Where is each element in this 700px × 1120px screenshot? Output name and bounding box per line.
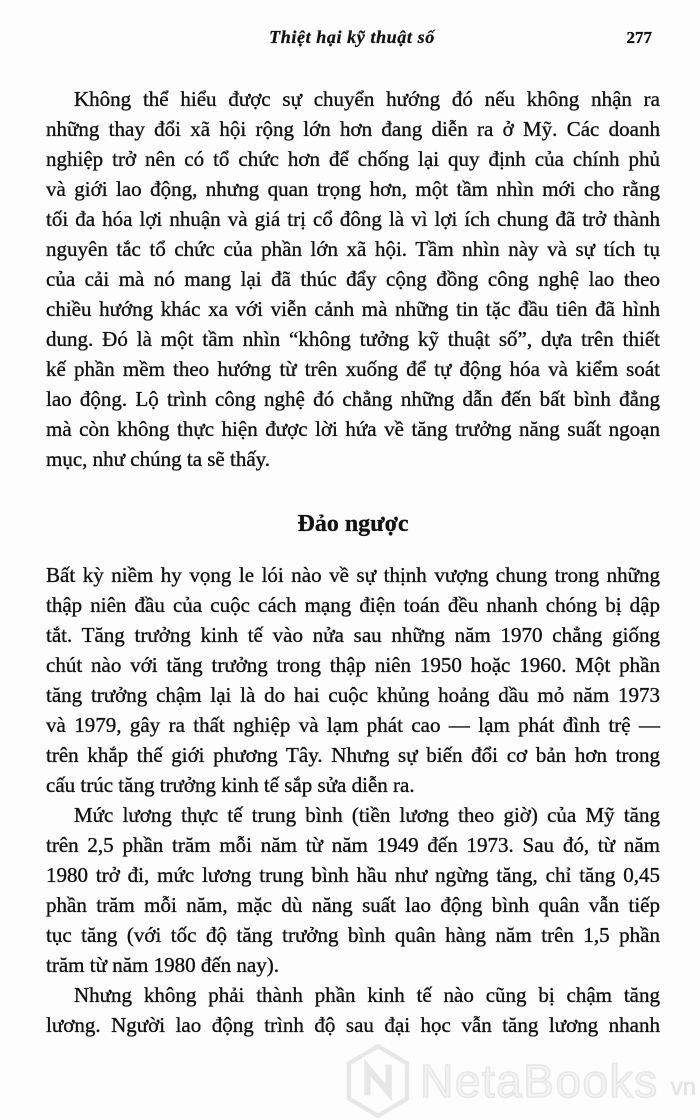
body-line: trên 2,5 phần trăm mỗi năm từ năm 1949 đến 1973. Sau đó, từ năm: [46, 833, 660, 857]
running-title: Thiệt hại kỹ thuật số: [269, 27, 435, 47]
netabooks-watermark: [346, 1044, 696, 1118]
body-line: kế phần mềm theo hướng từ trên xuống để tự động hóa và kiểm soát: [46, 357, 660, 381]
body-line: trên khắp thế giới phương Tây. Nhưng sự biến đổi cơ bản hơn trong: [46, 743, 660, 767]
body-line: của cải mà nó mang lại đã thúc đẩy cộng đồng công nghệ lao theo: [46, 267, 660, 291]
body-line: dung. Đó là một tầm nhìn “không tưởng kỹ thuật số”, dựa trên thiết: [46, 327, 660, 351]
body-line: Không thể hiểu được sự chuyển hướng đó nếu không nhận ra: [74, 87, 660, 111]
body-line: lao động. Lộ trình công nghệ đó chẳng những dẫn đến bất bình đẳng: [46, 387, 660, 411]
hexagon-n-icon: [346, 1044, 410, 1118]
page-body: [46, 84, 660, 1040]
body-line: và 1979, gây ra thất nghiệp và lạm phát cao — lạm phát đình trệ —: [46, 713, 660, 737]
body-line: thập niên đầu của cuộc cách mạng điện toán đều nhanh chóng bị dập: [46, 593, 660, 617]
section-heading: Đảo ngược: [297, 511, 409, 537]
body-line: nghiệp trở nên có tổ chức hơn để chống lại quy định của chính phủ: [46, 147, 660, 171]
body-line: mục, như chúng ta sẽ thấy.: [46, 447, 271, 471]
body-line: 1980 trở đi, mức lương trung bình hầu như ngừng tăng, chỉ tăng 0,45: [46, 863, 660, 887]
page-number: 277: [626, 28, 652, 47]
body-line: mà còn không thực hiện được lời hứa về tăng trưởng năng suất ngoạn: [46, 417, 660, 441]
body-line: chút nào với tăng trưởng trong thập niên 1950 hoặc 1960. Một phần: [46, 653, 660, 677]
body-line: tục tăng (với tốc độ tăng trưởng bình quân hàng năm trên 1,5 phần: [46, 923, 660, 947]
body-line: Bất kỳ niềm hy vọng le lói nào về sự thịnh vượng chung trong những: [46, 563, 660, 587]
body-line: phần trăm mỗi năm, mặc dù năng suất lao động bình quân vẫn tiếp: [46, 893, 660, 917]
body-line: cấu trúc tăng trưởng kinh tế sắp sửa diễn ra.: [46, 773, 415, 797]
body-line: và giới lao động, nhưng quan trọng hơn, một tầm nhìn mới cho rằng: [46, 177, 660, 201]
body-line: nguyên tắc tổ chức của phần lớn xã hội. Tầm nhìn này và sự tích tụ: [46, 237, 660, 261]
watermark-brand: NetaBooks: [420, 1055, 659, 1107]
body-line: chiều hướng khác xa với viễn cảnh mà những tin tặc đầu tiên đã hình: [46, 297, 660, 321]
body-line: tối đa hóa lợi nhuận và giá trị cổ đông là vì lợi ích chung đã trở thành: [46, 207, 660, 231]
body-line: tăng trưởng chậm lại là do hai cuộc khủng hoảng dầu mỏ năm 1973: [46, 683, 660, 707]
body-line: Mức lương thực tế trung bình (tiền lương theo giờ) của Mỹ tăng: [74, 803, 660, 827]
body-line: trăm từ năm 1980 đến nay).: [46, 953, 279, 977]
body-line: lương. Người lao động trình độ sau đại học vẫn tăng lương nhanh: [46, 1013, 660, 1037]
watermark-suffix: vn: [670, 1074, 696, 1101]
page-header: [46, 27, 658, 51]
body-line: những thay đổi xã hội rộng lớn hơn đang diễn ra ở Mỹ. Các doanh: [46, 117, 660, 141]
body-line: tắt. Tăng trưởng kinh tế vào nửa sau những năm 1970 chẳng giống: [46, 623, 660, 647]
body-line: Nhưng không phải thành phần kinh tế nào cũng bị chậm tăng: [74, 983, 660, 1007]
